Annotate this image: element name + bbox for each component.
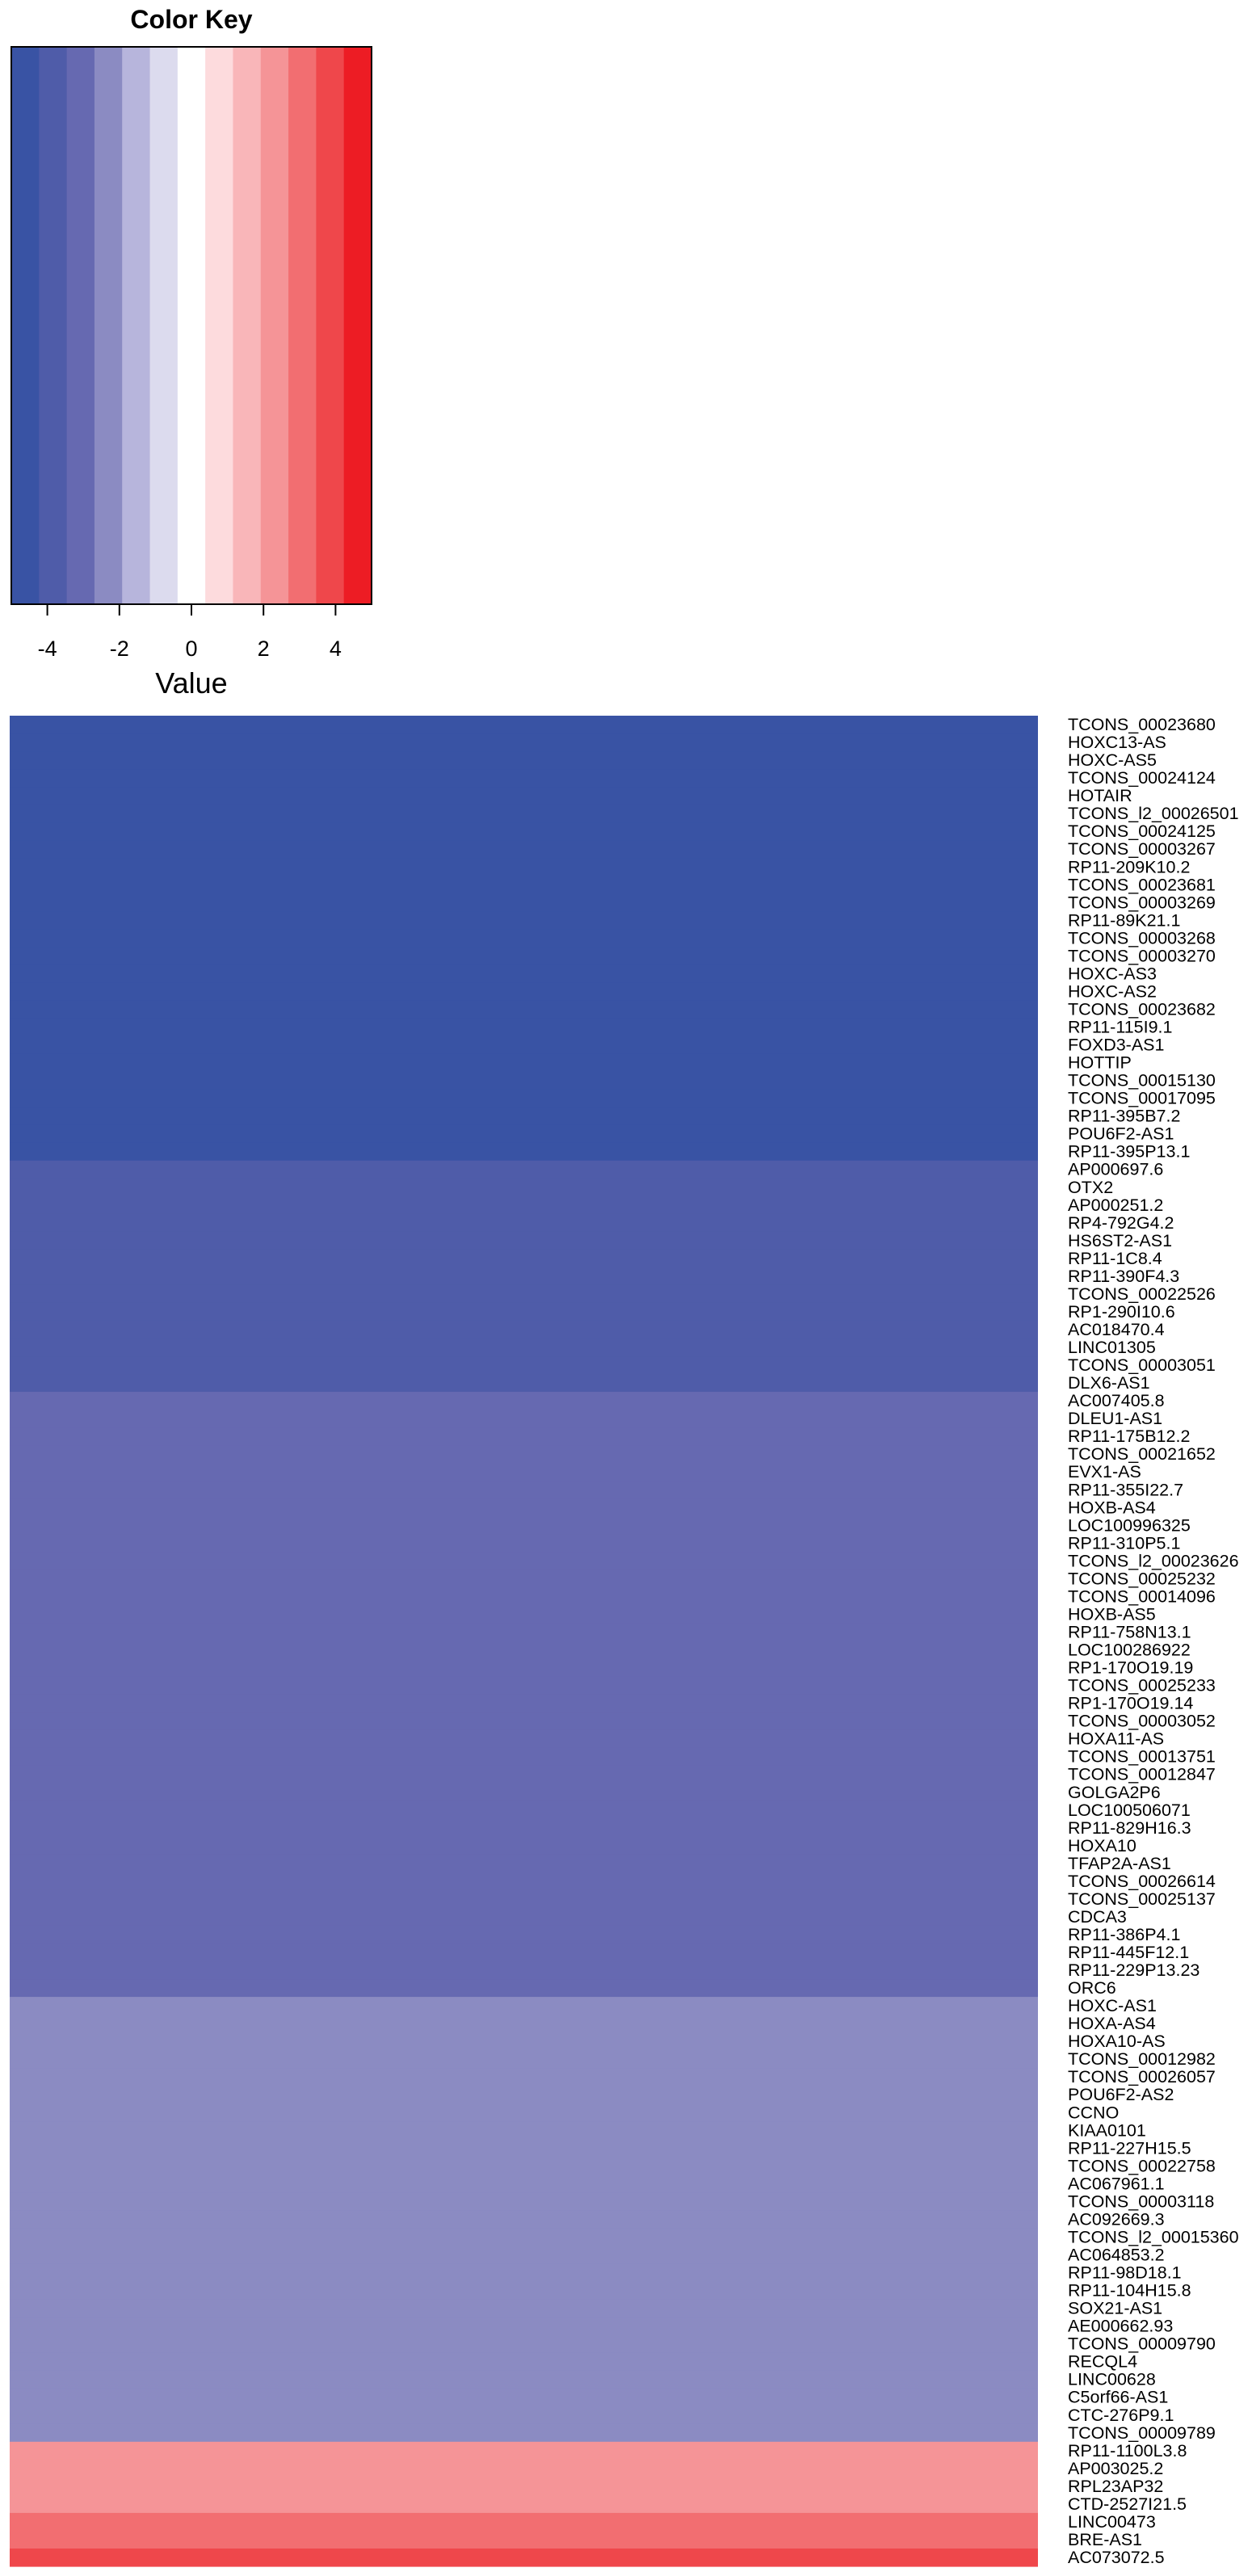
row-labels [1068, 715, 1239, 2567]
heatmap-cell [10, 2371, 1038, 2389]
heatmap-cell [10, 876, 1038, 894]
row-label: RP11-310P5.1 [1068, 1533, 1181, 1553]
row-label: TCONS_l2_00023626 [1068, 1551, 1239, 1571]
heatmap-cell [10, 1018, 1038, 1036]
row-label: RP1-290I10.6 [1068, 1301, 1175, 1322]
heatmap-cell [10, 1819, 1038, 1838]
row-label: TCONS_00003267 [1068, 839, 1216, 859]
row-label: RP11-355I22.7 [1068, 1480, 1184, 1500]
row-label: CCNO [1068, 2103, 1120, 2123]
row-label: TCONS_l2_00026501 [1068, 804, 1239, 824]
row-label: RP11-104H15.8 [1068, 2280, 1191, 2301]
heatmap-cell [10, 805, 1038, 823]
heatmap-cell [10, 2175, 1038, 2193]
heatmap-cell [10, 1516, 1038, 1535]
row-label: RP11-395P13.1 [1068, 1141, 1191, 1162]
row-label: RP4-792G4.2 [1068, 1212, 1174, 1233]
heatmap-cell [10, 1481, 1038, 1499]
color-key-bins [11, 47, 372, 604]
row-label: RP11-386P4.1 [1068, 1924, 1181, 1944]
heatmap-cell [10, 2228, 1038, 2246]
heatmap-cell [10, 1374, 1038, 1393]
heatmap-cell [10, 1498, 1038, 1517]
row-label: AP000251.2 [1068, 1195, 1164, 1215]
heatmap-cell [10, 1000, 1038, 1019]
row-label: TCONS_00024124 [1068, 768, 1216, 788]
row-label: RP11-115I9.1 [1068, 1017, 1173, 1037]
heatmap-cell [10, 1837, 1038, 1855]
heatmap-cell [10, 982, 1038, 1001]
color-key-tick-label: 4 [329, 637, 342, 661]
heatmap-cell [10, 1214, 1038, 1233]
row-label: AP000697.6 [1068, 1159, 1164, 1179]
row-label: RP11-395B7.2 [1068, 1106, 1181, 1126]
row-label: RP11-227H15.5 [1068, 2138, 1191, 2158]
row-label: HOXA-AS4 [1068, 2014, 1156, 2034]
heatmap-cell [10, 1054, 1038, 1073]
heatmap-cell [10, 2335, 1038, 2354]
row-label: TCONS_00021652 [1068, 1444, 1216, 1464]
heatmap-cell [10, 2282, 1038, 2301]
row-label: LINC00628 [1068, 2369, 1156, 2389]
heatmap-cell [10, 2103, 1038, 2122]
heatmap-cell [10, 1961, 1038, 1980]
row-label: POU6F2-AS1 [1068, 1124, 1174, 1144]
row-label: AE000662.93 [1068, 2316, 1174, 2336]
heatmap-cell [10, 1267, 1038, 1286]
row-label: RP11-1100L3.8 [1068, 2440, 1187, 2460]
color-key-bin [233, 47, 261, 604]
row-label: TCONS_00025232 [1068, 1569, 1216, 1589]
heatmap-cell [10, 733, 1038, 752]
color-key-bin [316, 47, 344, 604]
heatmap-cell [10, 1926, 1038, 1944]
heatmap-cell [10, 822, 1038, 841]
heatmap-cell [10, 947, 1038, 965]
heatmap-cell [10, 1890, 1038, 1909]
row-label: HOXA10-AS [1068, 2032, 1166, 2052]
row-label: TCONS_00026614 [1068, 1871, 1216, 1891]
heatmap-cell [10, 2300, 1038, 2318]
heatmap-cell [10, 1997, 1038, 2015]
row-label: CDCA3 [1068, 1906, 1127, 1927]
row-label: TCONS_l2_00015360 [1068, 2227, 1239, 2247]
color-key-bin [150, 47, 179, 604]
heatmap-cell [10, 2389, 1038, 2407]
row-label: RP11-89K21.1 [1068, 910, 1181, 931]
row-label: POU6F2-AS2 [1068, 2085, 1174, 2105]
row-label: RP11-1C8.4 [1068, 1248, 1162, 1268]
heatmap-cell [10, 1748, 1038, 1767]
heatmap-cell [10, 2139, 1038, 2158]
row-label: TCONS_00022758 [1068, 2156, 1216, 2176]
color-key-bin [288, 47, 317, 604]
row-label: RP11-209K10.2 [1068, 857, 1191, 877]
row-label: RP1-170O19.19 [1068, 1658, 1194, 1678]
row-label: TCONS_00003118 [1068, 2191, 1215, 2212]
heatmap-cell [10, 1161, 1038, 1179]
heatmap-cells [10, 716, 1038, 2567]
row-label: HOXB-AS4 [1068, 1498, 1156, 1518]
row-label: RP11-229P13.23 [1068, 1960, 1200, 1981]
color-key-tick-label: -2 [109, 637, 129, 661]
heatmap-cell [10, 1587, 1038, 1606]
row-label: TCONS_00022526 [1068, 1284, 1216, 1304]
row-label: BRE-AS1 [1068, 2529, 1143, 2549]
color-key-bin [122, 47, 150, 604]
heatmap-cell [10, 893, 1038, 912]
heatmap-cell [10, 1303, 1038, 1322]
heatmap-cell [10, 2157, 1038, 2175]
heatmap-cell [10, 1232, 1038, 1250]
row-label: OTX2 [1068, 1177, 1114, 1197]
row-label: TCONS_00003052 [1068, 1711, 1216, 1731]
row-label: TCONS_00023682 [1068, 999, 1216, 1019]
row-label: LINC00473 [1068, 2511, 1156, 2532]
row-label: LINC01305 [1068, 1338, 1156, 1358]
row-label: TCONS_00026057 [1068, 2067, 1216, 2087]
row-label: HOXC-AS5 [1068, 750, 1157, 771]
row-label: HOXC13-AS [1068, 733, 1166, 753]
heatmap-cell [10, 1623, 1038, 1641]
row-label: AC064853.2 [1068, 2245, 1165, 2265]
row-label: TCONS_00012847 [1068, 1764, 1216, 1784]
row-label: CTD-2527I21.5 [1068, 2494, 1187, 2514]
row-label: HOTAIR [1068, 786, 1132, 806]
row-label: EVX1-AS [1068, 1462, 1141, 1482]
heatmap-cell [10, 1463, 1038, 1481]
heatmap-cell [10, 1072, 1038, 1090]
heatmap-cell [10, 2495, 1038, 2514]
row-label: AC092669.3 [1068, 2209, 1165, 2229]
row-label: RP11-758N13.1 [1068, 1622, 1191, 1642]
row-label: CTC-276P9.1 [1068, 2405, 1174, 2425]
heatmap-cell [10, 1712, 1038, 1731]
row-label: RP11-445F12.1 [1068, 1943, 1190, 1962]
heatmap-cell [10, 2264, 1038, 2283]
row-label: TCONS_00013751 [1068, 1746, 1216, 1767]
heatmap-cell [10, 2318, 1038, 2336]
heatmap-cell [10, 1392, 1038, 1410]
color-key-axis [38, 604, 342, 661]
row-label: TCONS_00015130 [1068, 1070, 1216, 1090]
heatmap-cell [10, 1872, 1038, 1891]
row-label: TCONS_00017095 [1068, 1088, 1216, 1108]
heatmap-cell [10, 1979, 1038, 1998]
heatmap-cell [10, 2192, 1038, 2211]
row-label: TFAP2A-AS1 [1068, 1853, 1171, 1873]
color-key-bin [344, 47, 372, 604]
heatmap-cell [10, 2406, 1038, 2425]
row-label: KIAA0101 [1068, 2120, 1146, 2141]
row-label: AC067961.1 [1068, 2174, 1165, 2194]
heatmap-cell [10, 2050, 1038, 2069]
row-label: TCONS_00025137 [1068, 1889, 1216, 1909]
row-label: RP11-829H16.3 [1068, 1817, 1191, 1838]
row-label: HOXA11-AS [1068, 1729, 1165, 1749]
heatmap-cell [10, 751, 1038, 770]
row-label: FOXD3-AS1 [1068, 1035, 1165, 1055]
heatmap-cell [10, 1801, 1038, 1820]
heatmap-cell [10, 787, 1038, 805]
heatmap-cell [10, 1534, 1038, 1553]
row-label: TCONS_00025233 [1068, 1675, 1216, 1696]
heatmap-cell [10, 1766, 1038, 1784]
row-label: AC018470.4 [1068, 1320, 1165, 1339]
heatmap-cell [10, 1285, 1038, 1304]
color-key-bin [95, 47, 123, 604]
row-label: RP11-98D18.1 [1068, 2263, 1182, 2283]
row-label: C5orf66-AS1 [1068, 2387, 1169, 2407]
row-label: TCONS_00003270 [1068, 946, 1216, 966]
row-label: TCONS_00014096 [1068, 1586, 1216, 1607]
heatmap-cell [10, 2442, 1038, 2460]
heatmap-cell [10, 1445, 1038, 1464]
row-label: GOLGA2P6 [1068, 1782, 1161, 1802]
heatmap-cell [10, 2246, 1038, 2264]
row-label: HOTTIP [1068, 1053, 1132, 1073]
heatmap-cell [10, 1356, 1038, 1375]
heatmap-cell [10, 1125, 1038, 1144]
heatmap-cell [10, 2121, 1038, 2140]
heatmap-cell [10, 1730, 1038, 1749]
row-label: TCONS_00024125 [1068, 822, 1216, 842]
heatmap-cell [10, 1410, 1038, 1428]
heatmap-cell [10, 1427, 1038, 1446]
row-label: HS6ST2-AS1 [1068, 1230, 1173, 1250]
row-label: RP1-170O19.14 [1068, 1693, 1194, 1713]
heatmap-cell [10, 1605, 1038, 1624]
row-label: RPL23AP32 [1068, 2476, 1164, 2496]
heatmap-cell [10, 2460, 1038, 2478]
heatmap-cell [10, 1090, 1038, 1108]
heatmap-cell [10, 1677, 1038, 1696]
heatmap-cell [10, 1659, 1038, 1678]
color-key-bin [39, 47, 67, 604]
row-label: DLEU1-AS1 [1068, 1409, 1163, 1429]
row-label: TCONS_00003269 [1068, 893, 1216, 913]
row-label: RP11-175B12.2 [1068, 1427, 1191, 1447]
row-label: HOXA10 [1068, 1835, 1136, 1855]
color-key-bin [205, 47, 233, 604]
heatmap-cell [10, 2531, 1038, 2549]
heatmap-cell [10, 2015, 1038, 2033]
heatmap-cell [10, 1855, 1038, 1873]
heatmap-cell [10, 2353, 1038, 2372]
row-label: TCONS_00023680 [1068, 715, 1216, 735]
heatmap-cell [10, 1338, 1038, 1357]
heatmap-cell [10, 858, 1038, 876]
heatmap-cell [10, 911, 1038, 930]
heatmap-cell [10, 2513, 1038, 2532]
heatmap-cell [10, 964, 1038, 983]
color-key-bin [178, 47, 206, 604]
heatmap-cell [10, 2424, 1038, 2443]
row-label: AP003025.2 [1068, 2458, 1164, 2478]
color-key-bin [67, 47, 95, 604]
heatmap-cell [10, 1908, 1038, 1927]
heatmap-cell [10, 929, 1038, 948]
row-label: TCONS_00012982 [1068, 2049, 1216, 2070]
row-label: AC073072.5 [1068, 2547, 1165, 2567]
heatmap-cell [10, 1944, 1038, 1962]
color-key-title: Color Key [130, 5, 253, 34]
heatmap-cell [10, 716, 1038, 734]
row-label: AC007405.8 [1068, 1391, 1165, 1411]
heatmap-cell [10, 1036, 1038, 1055]
row-label: HOXB-AS5 [1068, 1604, 1156, 1624]
row-label: SOX21-AS1 [1068, 2298, 1163, 2318]
heatmap-cell [10, 1552, 1038, 1570]
color-key-bin [261, 47, 289, 604]
row-label: TCONS_00009789 [1068, 2423, 1216, 2443]
row-label: HOXC-AS1 [1068, 1996, 1157, 2016]
heatmap-cell [10, 1143, 1038, 1162]
heatmap-cell [10, 1321, 1038, 1339]
color-key-tick-label: -4 [37, 637, 57, 661]
row-label: HOXC-AS2 [1068, 981, 1157, 1002]
row-label: LOC100286922 [1068, 1640, 1191, 1660]
row-label: TCONS_00003051 [1068, 1355, 1216, 1376]
heatmap-cell [10, 2086, 1038, 2104]
color-key-xlabel: Value [155, 666, 228, 700]
row-label: RP11-390F4.3 [1068, 1266, 1180, 1286]
heatmap-cell [10, 1250, 1038, 1268]
color-key-tick-label: 0 [185, 637, 198, 661]
heatmap-cell [10, 1570, 1038, 1588]
row-label: TCONS_00023681 [1068, 875, 1216, 895]
heatmap-cell [10, 1695, 1038, 1713]
heatmap-cell [10, 1784, 1038, 1802]
heatmap-cell [10, 840, 1038, 859]
heatmap-cell [10, 769, 1038, 788]
row-label: DLX6-AS1 [1068, 1373, 1150, 1393]
row-label: ORC6 [1068, 1978, 1116, 1998]
row-label: RECQL4 [1068, 2351, 1138, 2372]
row-label: TCONS_00009790 [1068, 2334, 1216, 2354]
row-label: LOC100996325 [1068, 1515, 1191, 1536]
heatmap-cell [10, 1179, 1038, 1197]
row-label: TCONS_00003268 [1068, 928, 1216, 948]
heatmap-cell [10, 1196, 1038, 1215]
row-label: LOC100506071 [1068, 1800, 1191, 1820]
heatmap-cell [10, 1107, 1038, 1126]
row-label: HOXC-AS3 [1068, 964, 1157, 984]
heatmap-cell [10, 2549, 1038, 2567]
heatmap-cell [10, 2477, 1038, 2496]
color-key-bin [11, 47, 40, 604]
heatmap-cell [10, 2032, 1038, 2051]
heatmap-cell [10, 1641, 1038, 1660]
heatmap-cell [10, 2068, 1038, 2086]
color-key-tick-label: 2 [257, 637, 270, 661]
heatmap-cell [10, 2210, 1038, 2229]
